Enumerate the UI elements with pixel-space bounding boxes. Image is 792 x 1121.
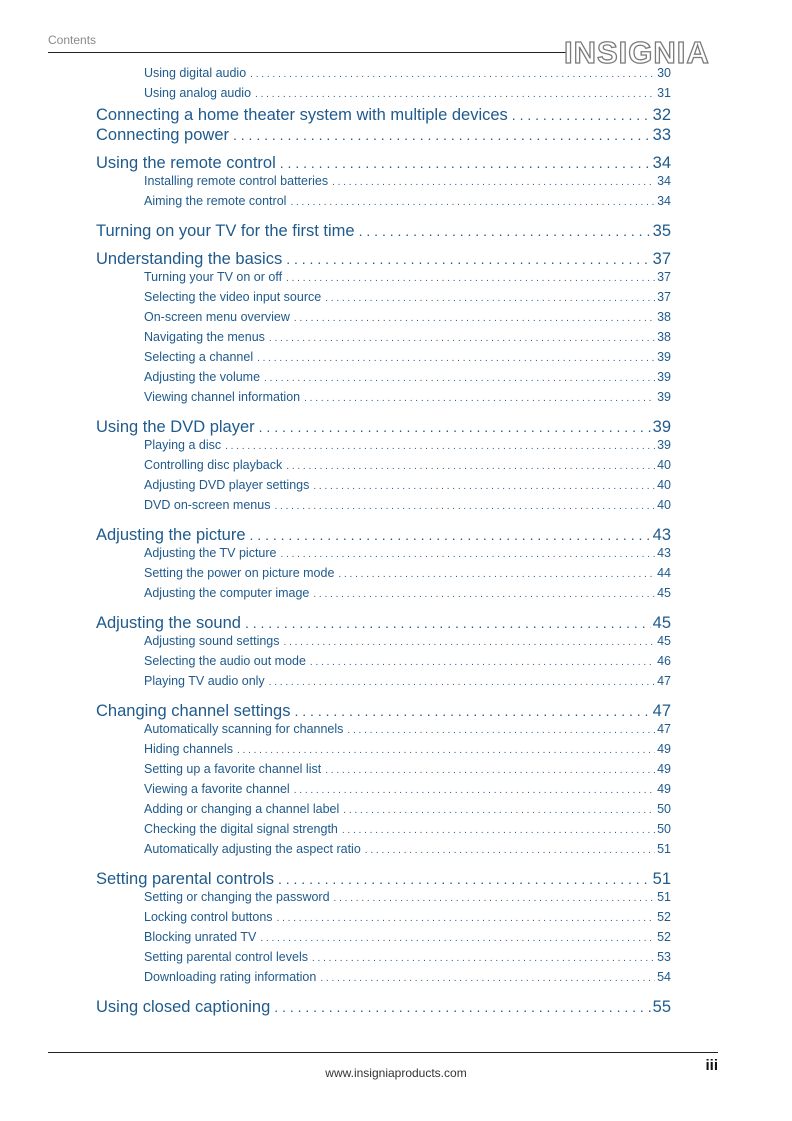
logo-wordmark: INSIGNIA [564, 35, 710, 68]
toc-entry-title: Using closed captioning [96, 998, 271, 1016]
toc-entry-title: Using analog audio [144, 86, 252, 100]
toc-entry-title: Turning your TV on or off [144, 270, 283, 284]
toc-section-entry[interactable] [96, 526, 671, 546]
toc-entry-title: Playing a disc [144, 438, 222, 452]
toc-entry-page: 51 [652, 870, 671, 888]
toc-entry-title: Connecting a home theater system with multiple devices [96, 106, 508, 124]
toc-subsection-entry[interactable] [96, 634, 671, 654]
toc-entry-title: Adjusting the TV picture [144, 546, 277, 560]
toc-entry-page: 39 [657, 438, 671, 452]
toc-entry-page: 38 [657, 330, 671, 344]
dot-leader [338, 569, 655, 580]
toc-subsection-entry[interactable] [96, 782, 671, 802]
toc-subsection-entry[interactable] [96, 742, 671, 762]
toc-subsection-entry[interactable] [96, 310, 671, 330]
dot-leader [250, 527, 651, 543]
dot-leader [255, 89, 655, 100]
toc-entry-title: Checking the digital signal strength [144, 822, 338, 836]
toc-entry-title: Turning on your TV for the first time [96, 222, 355, 240]
dot-leader [334, 893, 656, 904]
toc-entry-title: Setting the power on picture mode [144, 566, 335, 580]
toc-entry-title: Adjusting the picture [96, 526, 246, 544]
toc-subsection-entry[interactable] [96, 566, 671, 586]
toc-entry-page: 39 [657, 390, 671, 404]
toc-entry-page: 34 [657, 174, 671, 188]
toc-subsection-entry[interactable] [96, 390, 671, 410]
dot-leader [259, 419, 651, 435]
dot-leader [313, 481, 655, 492]
toc-subsection-entry[interactable] [96, 194, 671, 214]
toc-subsection-entry[interactable] [96, 842, 671, 862]
toc-entry-title: Using digital audio [144, 66, 247, 80]
toc-entry-page: 40 [657, 498, 671, 512]
toc-subsection-entry[interactable] [96, 930, 671, 950]
toc-subsection-entry[interactable] [96, 910, 671, 930]
toc-subsection-entry[interactable] [96, 762, 671, 782]
toc-subsection-entry[interactable] [96, 66, 671, 86]
toc-entry-page: 40 [657, 478, 671, 492]
toc-entry-title: Adjusting the volume [144, 370, 261, 384]
toc-entry-title: Using the DVD player [96, 418, 255, 436]
toc-section-entry[interactable] [96, 250, 671, 270]
toc-subsection-entry[interactable] [96, 890, 671, 910]
toc-entry-page: 52 [657, 930, 671, 944]
dot-leader [225, 441, 655, 452]
toc-section-entry[interactable] [96, 702, 671, 722]
toc-entry-page: 31 [657, 86, 671, 100]
dot-leader [245, 615, 651, 631]
dot-leader [250, 69, 655, 80]
dot-leader [274, 501, 655, 512]
dot-leader [343, 805, 655, 816]
dot-leader [269, 333, 655, 344]
toc-entry-title: Installing remote control batteries [144, 174, 329, 188]
dot-leader [290, 197, 655, 208]
toc-entry-page: 40 [657, 458, 671, 472]
toc-entry-page: 49 [657, 782, 671, 796]
toc-subsection-entry[interactable] [96, 370, 671, 390]
toc-entry-page: 39 [652, 418, 671, 436]
toc-entry-title: Adjusting the computer image [144, 586, 310, 600]
dot-leader [280, 549, 655, 560]
toc-entry-page: 37 [652, 250, 671, 268]
toc-entry-title: Setting parental control levels [144, 950, 308, 964]
toc-entry-title: Understanding the basics [96, 250, 283, 268]
toc-entry-title: Adding or changing a channel label [144, 802, 340, 816]
dot-leader [512, 107, 651, 123]
toc-entry-page: 50 [657, 822, 671, 836]
dot-leader [257, 353, 655, 364]
toc-subsection-entry[interactable] [96, 654, 671, 674]
toc-subsection-entry[interactable] [96, 290, 671, 310]
toc-entry-title: Selecting the video input source [144, 290, 322, 304]
toc-entry-page: 51 [657, 842, 671, 856]
toc-subsection-entry[interactable] [96, 822, 671, 842]
toc-entry-page: 30 [657, 66, 671, 80]
toc-entry-title: DVD on-screen menus [144, 498, 271, 512]
toc-entry-page: 39 [657, 370, 671, 384]
toc-subsection-entry[interactable] [96, 174, 671, 194]
toc-entry-title: Playing TV audio only [144, 674, 265, 688]
toc-entry-page: 52 [657, 910, 671, 924]
toc-entry-title: Adjusting DVD player settings [144, 478, 310, 492]
toc-subsection-entry[interactable] [96, 586, 671, 606]
toc-section-entry[interactable] [96, 154, 671, 174]
toc-entry-page: 53 [657, 950, 671, 964]
dot-leader [342, 825, 655, 836]
toc-entry-title: Viewing channel information [144, 390, 301, 404]
toc-entry-page: 47 [657, 722, 671, 736]
header-divider [48, 52, 568, 53]
toc-entry-title: Hiding channels [144, 742, 233, 756]
toc-entry-page: 35 [652, 222, 671, 240]
dot-leader [286, 251, 650, 267]
toc-entry-page: 44 [657, 566, 671, 580]
toc-entry-page: 54 [657, 970, 671, 984]
toc-subsection-entry[interactable] [96, 674, 671, 694]
toc-entry-title: Setting parental controls [96, 870, 274, 888]
toc-entry-title: Selecting the audio out mode [144, 654, 306, 668]
dot-leader [365, 845, 655, 856]
dot-leader [264, 373, 655, 384]
dot-leader [233, 127, 651, 143]
toc-entry-title: Blocking unrated TV [144, 930, 257, 944]
toc-entry-page: 45 [657, 634, 671, 648]
toc-subsection-entry[interactable] [96, 722, 671, 742]
dot-leader [347, 725, 655, 736]
toc-entry-title: Automatically scanning for channels [144, 722, 344, 736]
toc-entry-page: 37 [657, 270, 671, 284]
toc-section-entry[interactable] [96, 106, 671, 126]
toc-entry-page: 51 [657, 890, 671, 904]
toc-subsection-entry[interactable] [96, 438, 671, 458]
toc-entry-page: 50 [657, 802, 671, 816]
toc-entry-page: 47 [657, 674, 671, 688]
dot-leader [304, 393, 655, 404]
dot-leader [313, 589, 655, 600]
toc-entry-page: 32 [652, 106, 671, 124]
dot-leader [294, 313, 655, 324]
toc-entry-page: 47 [652, 702, 671, 720]
toc-entry-page: 39 [657, 350, 671, 364]
dot-leader [332, 177, 655, 188]
toc-entry-title: Connecting power [96, 126, 229, 144]
toc-entry-title: Navigating the menus [144, 330, 265, 344]
toc-subsection-entry[interactable] [96, 270, 671, 290]
dot-leader [320, 973, 655, 984]
toc-entry-page: 55 [652, 998, 671, 1016]
dot-leader [278, 871, 651, 887]
toc-entry-page: 49 [657, 742, 671, 756]
toc-entry-page: 49 [657, 762, 671, 776]
toc-subsection-entry[interactable] [96, 498, 671, 518]
toc-subsection-entry[interactable] [96, 458, 671, 478]
toc-entry-page: 46 [657, 654, 671, 668]
toc-subsection-entry[interactable] [96, 970, 671, 990]
toc-entry-title: Changing channel settings [96, 702, 291, 720]
toc-entry-title: Controlling disc playback [144, 458, 283, 472]
table-of-contents [96, 66, 671, 1018]
dot-leader [277, 913, 656, 924]
toc-subsection-entry[interactable] [96, 330, 671, 350]
toc-subsection-entry[interactable] [96, 546, 671, 566]
toc-entry-page: 45 [652, 614, 671, 632]
toc-entry-title: Setting up a favorite channel list [144, 762, 322, 776]
toc-entry-title: Adjusting the sound [96, 614, 241, 632]
toc-subsection-entry[interactable] [96, 802, 671, 822]
toc-section-entry[interactable] [96, 614, 671, 634]
page-number: iii [705, 1057, 718, 1074]
dot-leader [325, 765, 655, 776]
toc-entry-title: Adjusting sound settings [144, 634, 280, 648]
toc-section-entry[interactable] [96, 222, 671, 242]
toc-entry-page: 33 [652, 126, 671, 144]
toc-entry-title: Aiming the remote control [144, 194, 287, 208]
toc-entry-page: 37 [657, 290, 671, 304]
dot-leader [260, 933, 655, 944]
dot-leader [294, 785, 655, 796]
toc-entry-page: 43 [652, 526, 671, 544]
running-header: Contents [48, 33, 97, 47]
toc-section-entry[interactable] [96, 418, 671, 438]
toc-entry-title: Selecting a channel [144, 350, 254, 364]
toc-subsection-entry[interactable] [96, 950, 671, 970]
dot-leader [280, 155, 651, 171]
toc-section-entry[interactable] [96, 126, 671, 146]
toc-entry-title: On-screen menu overview [144, 310, 290, 324]
toc-subsection-entry[interactable] [96, 350, 671, 370]
dot-leader [359, 223, 651, 239]
dot-leader [286, 273, 655, 284]
toc-entry-title: Downloading rating information [144, 970, 317, 984]
dot-leader [325, 293, 655, 304]
toc-entry-page: 34 [652, 154, 671, 172]
footer-divider [48, 1052, 718, 1053]
toc-subsection-entry[interactable] [96, 86, 671, 106]
toc-entry-page: 43 [657, 546, 671, 560]
dot-leader [284, 637, 656, 648]
toc-entry-title: Setting or changing the password [144, 890, 330, 904]
dot-leader [310, 657, 655, 668]
footer-url[interactable]: www.insigniaproducts.com [325, 1066, 467, 1080]
toc-entry-page: 45 [657, 586, 671, 600]
dot-leader [269, 677, 655, 688]
dot-leader [312, 953, 655, 964]
toc-entry-title: Viewing a favorite channel [144, 782, 290, 796]
toc-section-entry[interactable] [96, 870, 671, 890]
toc-entry-page: 38 [657, 310, 671, 324]
toc-entry-title: Automatically adjusting the aspect ratio [144, 842, 361, 856]
toc-entry-page: 34 [657, 194, 671, 208]
toc-section-entry[interactable] [96, 998, 671, 1018]
dot-leader [294, 703, 650, 719]
toc-entry-title: Locking control buttons [144, 910, 273, 924]
dot-leader [237, 745, 655, 756]
dot-leader [274, 999, 650, 1015]
toc-subsection-entry[interactable] [96, 478, 671, 498]
dot-leader [286, 461, 655, 472]
toc-entry-title: Using the remote control [96, 154, 276, 172]
